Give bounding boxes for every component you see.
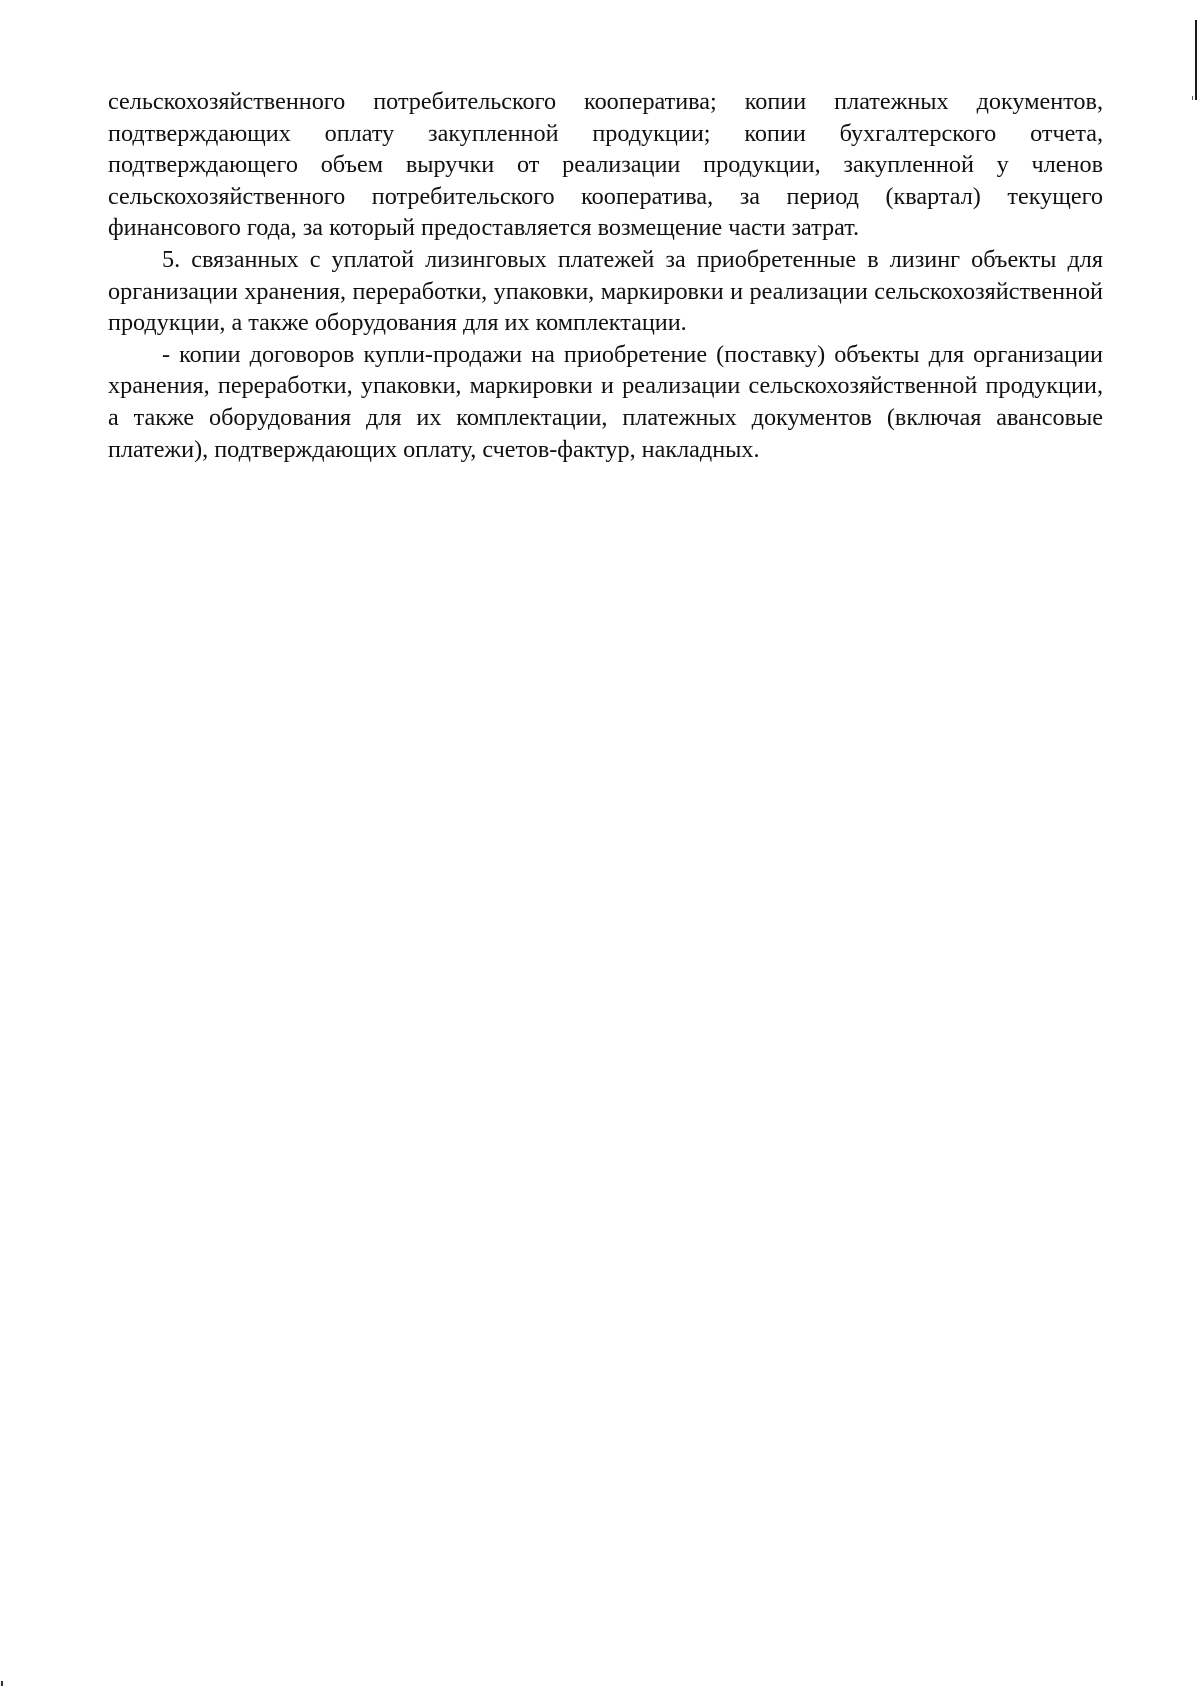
scan-artifact-right bbox=[1192, 96, 1193, 100]
paragraph-item-5-leasing: 5. связанных с уплатой лизинговых платежей за приобретенные в лизинг объекты для организации хранения, переработки, упаковки, маркировки и реализации сельскохозяйственной продукции, а также оборудования для их комплектации. bbox=[108, 245, 1103, 337]
document-body bbox=[108, 86, 1103, 465]
paragraph-continuation: сельскохозяйственного потребительского кооператива; копии платежных документов, подтверждающих оплату закупленной продукции; копии бухгалтерского отчета, подтверждающего объем выручки от реализации продукции, закупленной у членов сельскохозяйственного потребительского кооператива, за период (квартал) текущего финансового года, за который предоставляется возмещение части затрат. bbox=[108, 88, 1103, 242]
scan-edge-mark bbox=[1195, 20, 1197, 100]
scan-artifact-left bbox=[1, 1681, 3, 1686]
paragraph-required-documents: - копии договоров купли-продажи на приобретение (поставку) объекты для организации хранения, переработки, упаковки, маркировки и реализации сельскохозяйственной продукции, а также оборудования для их комплектации, платежных документов (включая авансовые платежи), подтверждающих оплату, счетов-фактур, накладных. bbox=[108, 340, 1103, 463]
